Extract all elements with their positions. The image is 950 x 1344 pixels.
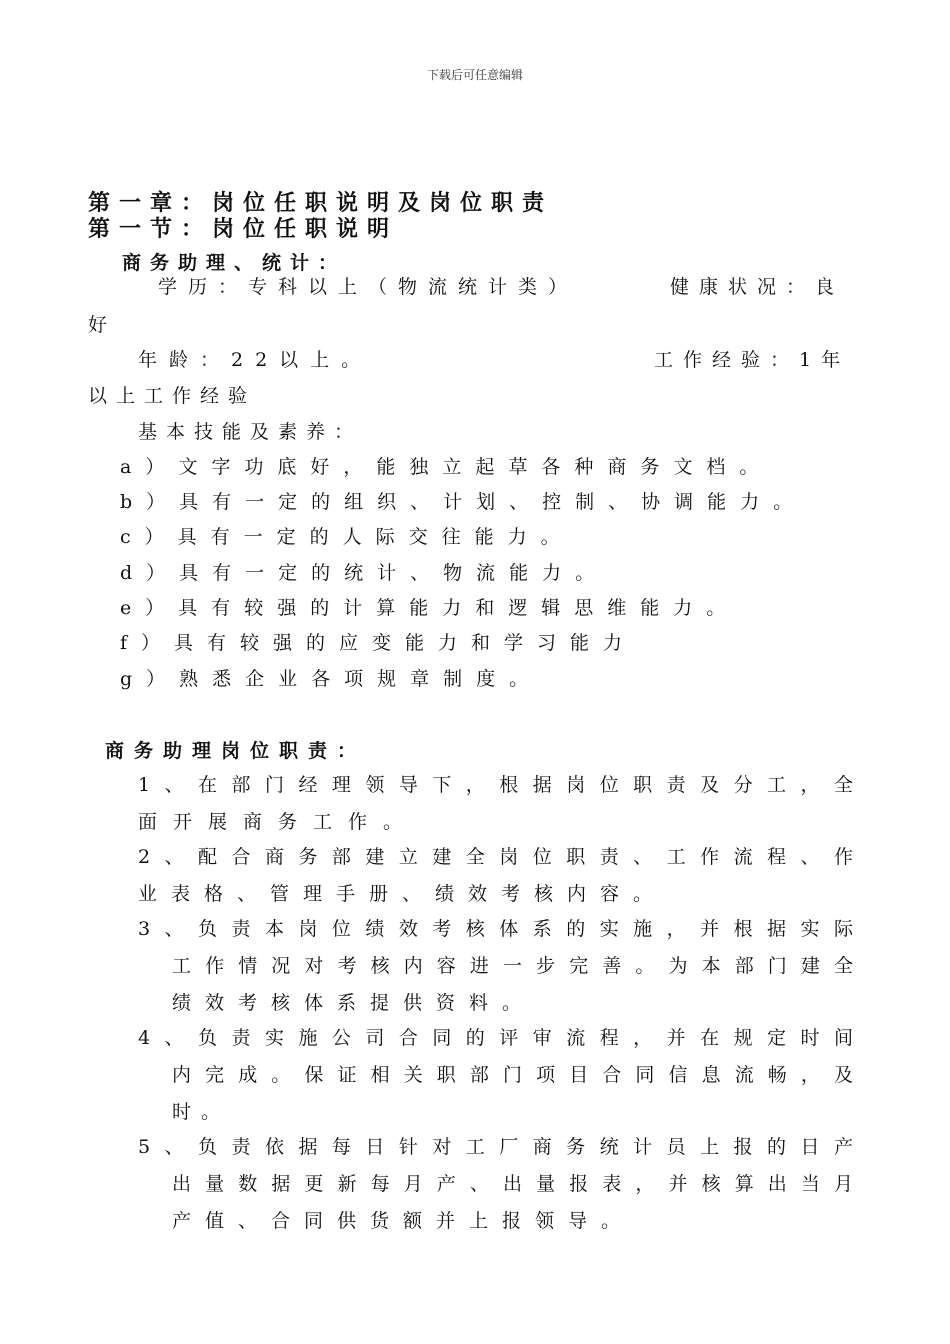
duty-item-line: 4、负责实施公司合同的评审流程，并在规定时间 [138,1027,860,1049]
skill-marker: b） [120,491,180,513]
duties-heading: 商务助理岗位职责： [105,740,367,762]
duty-item-line: 业表格、管理手册、绩效考核内容。 [138,883,667,905]
duty-item-line: 5、负责依据每日针对工厂商务统计员上报的日产 [138,1136,860,1158]
skill-text: 具有一定的组织、计划、控制、协调能力。 [179,491,807,513]
duty-item-line: 产值、合同供货额并上报领导。 [172,1210,635,1232]
duty-item-line: 时。 [172,1101,231,1123]
skill-text: 具有一定的人际交往能力。 [177,526,574,548]
skill-marker: f） [120,632,175,654]
skill-marker: c） [120,526,178,548]
skill-text: 具有一定的统计、物流能力。 [179,562,609,584]
skill-item [120,664,542,691]
skill-marker: a） [120,456,179,478]
skill-item [120,628,636,655]
duty-item-line: 出量数据更新每月产、出量报表，并核算出当月 [172,1173,860,1195]
experience-requirement-cont: 以上工作经验 [88,385,257,407]
duty-item-line: 2、配合商务部建立建全岗位职责、工作流程、作 [138,846,860,868]
skill-text: 具有较强的计算能力和逻辑思维能力。 [178,597,740,619]
skill-text: 熟悉企业各项规章制度。 [179,668,543,690]
position-heading: 商务助理、统计： [122,252,347,274]
skill-item [120,558,608,585]
skill-text: 文字功底好，能独立起草各种商务文档。 [178,456,773,478]
skill-marker: e） [120,597,179,619]
chapter-title: 第一章：岗位任职说明及岗位职责 [88,190,554,216]
skill-marker: d） [120,562,180,584]
skills-heading: 基本技能及素养： [138,421,363,443]
skill-item [120,593,739,620]
duty-item-line: 1、在部门经理领导下，根据岗位职责及分工，全 [138,774,860,796]
skill-item [120,452,772,479]
duty-item-line: 内完成。保证相关职部门项目合同信息流畅，及 [172,1064,860,1086]
age-requirement: 年龄：22以上。 [138,349,373,371]
duty-item-line: 面开展商务工作。 [138,811,419,833]
skill-marker: g） [120,668,180,690]
skill-item [120,522,574,549]
health-requirement: 健康状况：良 [670,276,845,298]
experience-requirement: 工作经验：1年 [654,349,851,371]
health-requirement-cont: 好 [88,314,115,336]
page-header: 下载后可任意编辑 [426,68,523,82]
education-requirement: 学历：专科以上（物流统计类） [158,276,579,298]
duty-item-line: 绩效考核体系提供资料。 [172,992,536,1014]
duty-item-line: 3、负责本岗位绩效考核体系的实施，并根据实际 [138,918,860,940]
section-title: 第一节：岗位任职说明 [88,216,399,242]
skill-item [120,487,806,514]
skill-text: 具有较强的应变能力和学习能力 [174,632,637,654]
duty-item-line: 工作情况对考核内容进一步完善。为本部门建全 [172,955,860,977]
